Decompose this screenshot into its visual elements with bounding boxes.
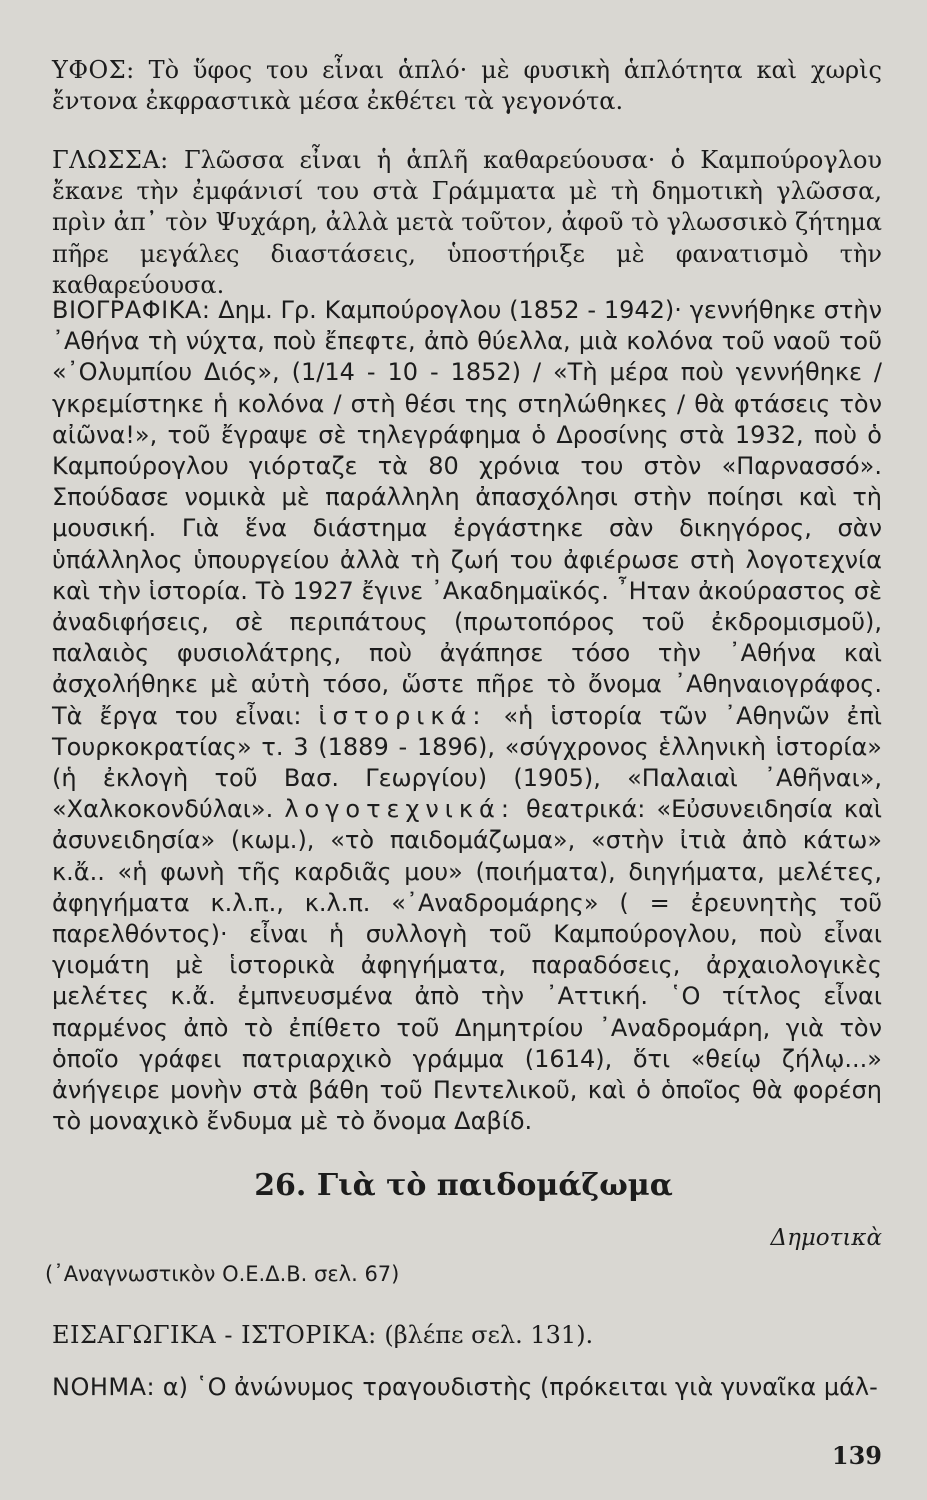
meaning-label: ΝΟΗΜΑ: <box>52 1373 156 1401</box>
meaning-text: α) ῾Ο ἀνώνυμος τραγουδιστὴς (πρόκειται γιὰ γυναῖκα μάλ- <box>162 1373 878 1401</box>
biography-text-2: «ἡ ἱστορία τῶν ᾽Αθηνῶν ἐπὶ Τουρκοκρατίας» τ. 3 (1889 - 1896), «σύγχρονος ἑλληνικὴ ἱστορία» (ἡ ἐκλογὴ τοῦ Βασ. Γεωργίου) (1905), «Παλαιαὶ ᾽Αθῆναι», «Χαλκοκονδύλαι». <box>52 701 882 824</box>
style-label: ΥΦΟΣ: <box>52 56 135 84</box>
intro-section <box>52 1320 882 1351</box>
section-source: (᾽Αναγνωστικὸν Ο.Ε.Δ.Β. σελ. 67) <box>45 1262 400 1286</box>
biography-text-3: θεατρικά: «Εὐσυνειδησία καὶ ἀσυνειδησία» (κωμ.), «τὸ παιδομάζωμα», «στὴν ἰτιὰ ἀπὸ κάτω» κ.ἄ.. «ἡ φωνὴ τῆς καρδιᾶς μου» (ποιήματα), διηγήματα, μελέτες, ἀφηγήματα κ.λ.π., κ.λ.π. «᾽Αναδρομάρης» ( = ἐρευνητὴς τοῦ παρελθόντος)· εἶναι ἡ συλλογὴ τοῦ Καμπούρογλου, ποὺ εἶναι γιομάτη μὲ ἱστορικὰ ἀφηγήματα, παραδόσεις, ἀρχαιολογικὲς μελέτες κ.ἄ. ἐμπνευσμένα ἀπὸ τὴν ᾽Αττική. ῾Ο τίτλος εἶναι παρμένος ἀπὸ τὸ ἐπίθετο τοῦ Δημητρίου ᾽Αναδρομάρη, γιὰ τὸν ὁποῖο γράφει πατριαρχικὸ γράμμα (1614), ὅτι «θείῳ ζήλῳ...» ἀνήγειρε μονὴν στὰ βάθη τοῦ Πεντελικοῦ, καὶ ὁ ὁποῖος θὰ φορέση τὸ μοναχικὸ ἔνδυμα μὲ τὸ ὄνομα Δαβίδ. <box>52 795 882 1136</box>
language-text: Γλῶσσα εἶναι ἡ ἁπλῆ καθαρεύουσα· ὁ Καμπούρογλου ἔκανε τὴν ἐμφάνισί του στὰ Γράμματα μὲ τὴ δημοτικὴ γλῶσσα, πρὶν ἀπ᾽ τὸν Ψυχάρη, ἀλλὰ μετὰ τοῦτον, ἀφοῦ τὸ γλωσσικὸ ζήτημα πῆρε μεγάλες διαστάσεις, ὑποστήριξε μὲ φανατισμὸ τὴν καθαρεύουσα. <box>52 146 882 299</box>
intro-label: ΕΙΣΑΓΩΓΙΚΑ - ΙΣΤΟΡΙΚΑ: <box>52 1321 377 1349</box>
intro-paragraph <box>52 1320 882 1351</box>
language-label: ΓΛΩΣΣΑ: <box>52 146 169 174</box>
page-number: 139 <box>831 1441 882 1470</box>
meaning-section <box>52 1372 882 1403</box>
biography-label: ΒΙΟΓΡΑΦΙΚΑ: <box>52 296 211 324</box>
biography-text-1: Δημ. Γρ. Καμπούρογλου (1852 - 1942)· γεννήθηκε στὴν ᾽Αθήνα τὴ νύχτα, ποὺ ἔπεφτε, ἀπὸ θύελλα, μιὰ κολόνα τοῦ ναοῦ τοῦ «᾽Ολυμπίου Διός», (1/14 - 10 - 1852) / «Τὴ μέρα ποὺ γεννήθηκε / γκρεμίστηκε ἡ κολόνα / στὴ θέσι της στηλώθηκες / θὰ φτάσεις τὸν αἰῶνα!», τοῦ ἔγραψε σὲ τηλεγράφημα ὁ Δροσίνης στὰ 1932, ποὺ ὁ Καμπούρογλου γιόρταζε τὰ 80 χρόνια του στὸν «Παρνασσό». Σπούδασε νομικὰ μὲ παράλληλη ἀπασχόλησι στὴν ποίησι καὶ τὴ μουσική. Γιὰ ἕνα διάστημα ἐργάστηκε σὰν δικηγόρος, σὰν ὑπάλληλος ὑπουργείου ἀλλὰ τὴ ζωή του ἀφιέρωσε στὴ λογοτεχνία καὶ τὴν ἱστορία. Τὸ 1927 ἔγινε ᾽Ακαδημαϊκός. ῏Ηταν ἀκούραστος σὲ ἀναδιφήσεις, σὲ περιπάτους (πρωτοπόρος τοῦ ἐκδρομισμοῦ), παλαιὸς φυσιολάτρης, ποὺ ἀγάπησε τόσο τὴν ᾽Αθήνα καὶ ἀσχολήθηκε μὲ αὐτὴ τόσο, ὥστε πῆρε τὸ ὄνομα ᾽Αθηναιογράφος. Τὰ ἔργα του εἶναι: <box>52 296 882 730</box>
style-paragraph <box>52 55 882 117</box>
biography-paragraph <box>52 295 882 1137</box>
intro-text: (βλέπε σελ. 131). <box>384 1321 594 1349</box>
language-paragraph <box>52 145 882 301</box>
meaning-paragraph <box>52 1372 882 1403</box>
language-section <box>52 145 882 301</box>
style-section <box>52 55 882 117</box>
historical-works-label: ἱστορικά: <box>318 701 487 730</box>
section-title: 26. Γιὰ τὸ παιδομάζωμα <box>254 1168 673 1203</box>
section-author: Δημοτικὰ <box>770 1225 882 1251</box>
literary-works-label: λογοτεχνικά: <box>284 795 515 824</box>
style-text: Τὸ ὕφος του εἶναι ἁπλό· μὲ φυσικὴ ἁπλότητα καὶ χωρὶς ἔντονα ἐκφραστικὰ μέσα ἐκθέτει τὰ γεγονότα. <box>52 56 882 116</box>
biography-section <box>52 295 882 1137</box>
